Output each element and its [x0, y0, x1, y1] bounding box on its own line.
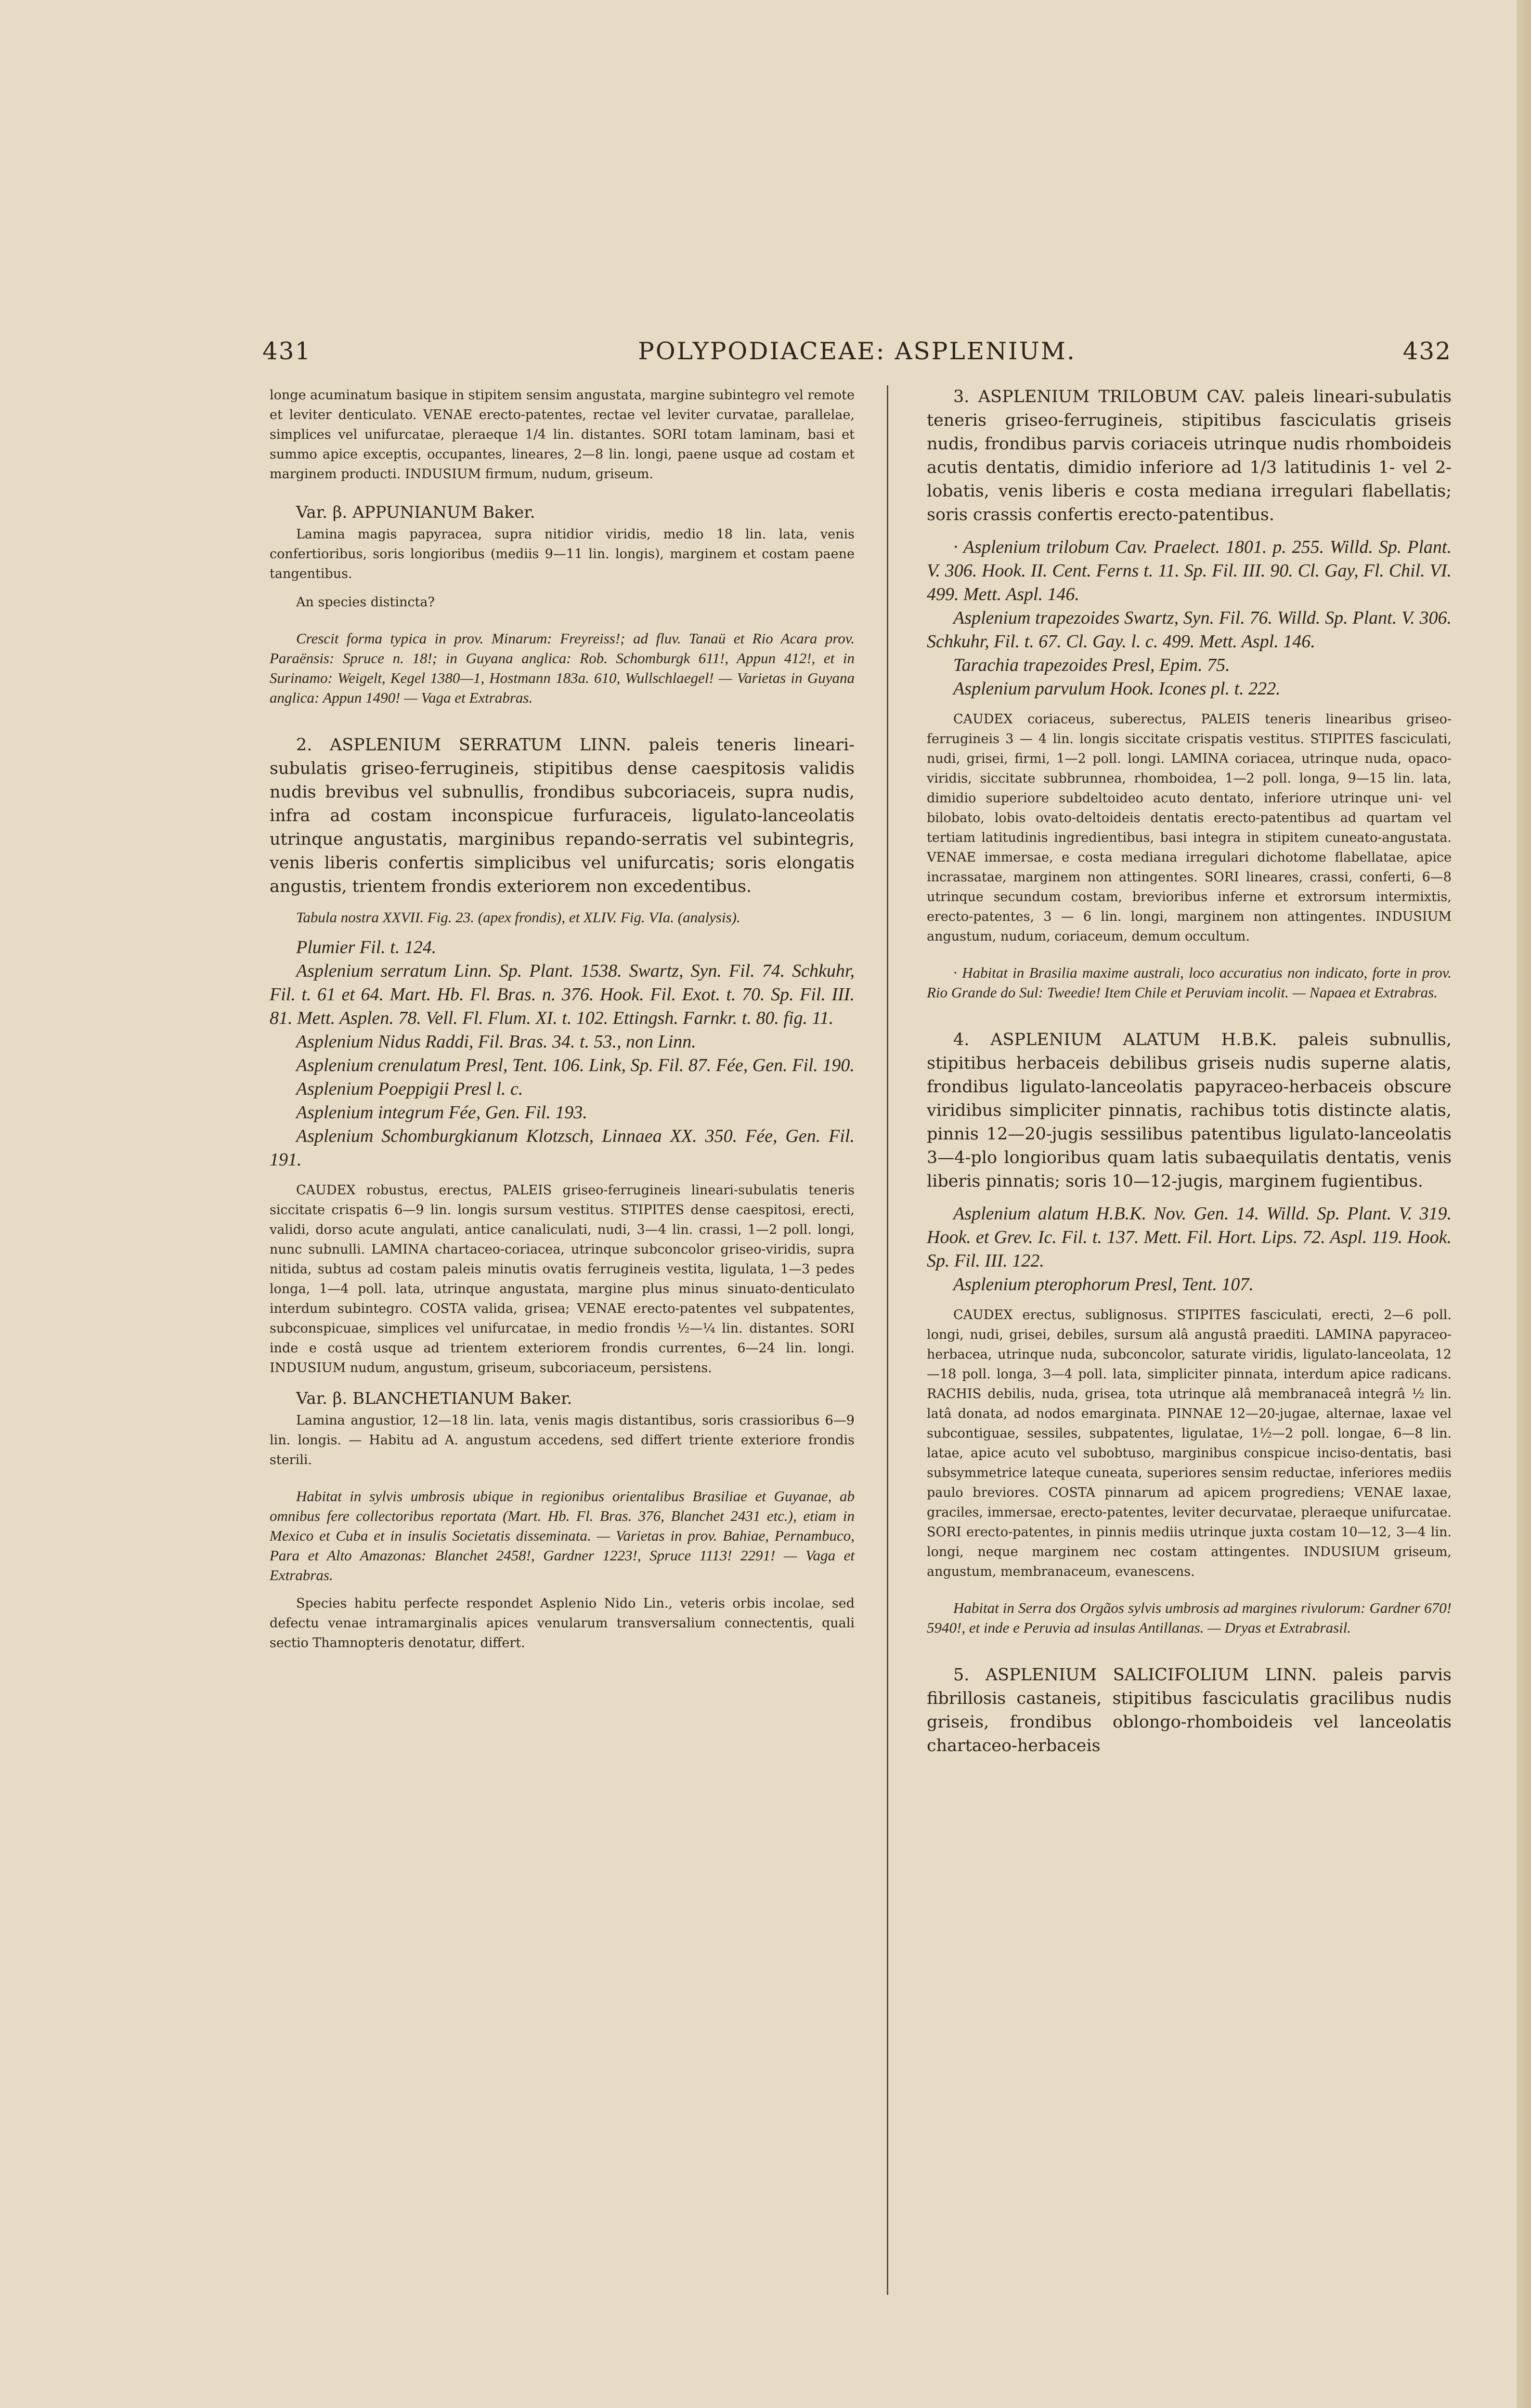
left-column: [270, 385, 855, 1653]
variety-heading: Var. β. BLANCHETIANUM Baker.: [296, 1389, 572, 1408]
species-description: 5. ASPLENIUM SALICIFOLIUM LINN. paleis parvis fibrillosis castaneis, stipitibus fasciculatis gracilibus nudis griseis, frondibus oblongo-rhomboideis vel lanceolatis chartaceo-herbaceis: [927, 1665, 1452, 1755]
citation: Asplenium integrum Fée, Gen. Fil. 193.: [296, 1102, 587, 1123]
citation: Asplenium Nidus Raddi, Fil. Bras. 34. t. 53., non Linn.: [296, 1032, 696, 1052]
habitat-note: Habitat in Serra dos Orgãos sylvis umbrosis ad margines rivulorum: Gardner 670! 5940!, et inde e Peruvia ad insulas Antillanas. — Dryas et Extrabrasil.: [927, 1599, 1452, 1636]
left-page-number: 431: [262, 337, 311, 365]
plate-reference: Tabula nostra XXVII. Fig. 23. (apex frondis), et XLIV. Fig. VIa. (analysis).: [296, 909, 740, 926]
habitat-note: Crescit forma typica in prov. Minarum: Freyreiss!; ad fluv. Tanaü et Rio Acara prov. Paraënsis: Spruce n. 18!; in Guyana anglica: Rob. Schomburgk 611!, Appun 412!, et in Surinamo: Weigelt, Kegel 1380—1, Hostmann 183a. 610, Wullschlaegel! — Varietas in Guyana anglica: Appun 1490! — Vaga et Extrabras.: [270, 630, 855, 706]
citation: Asplenium Poeppigii Presl l. c.: [296, 1079, 523, 1099]
variety-heading: Var. β. APPUNIANUM Baker.: [296, 503, 535, 522]
citation: Asplenium alatum H.B.K. Nov. Gen. 14. Willd. Sp. Plant. V. 319. Hook. et Grev. Ic. Fil. t. 137. Mett. Fil. Hort. Lips. 72. Aspl. 119. Hook. Sp. Fil. III. 122.: [927, 1204, 1452, 1271]
citation: Tarachia trapezoides Presl, Epim. 75.: [953, 655, 1230, 675]
species-description: 2. ASPLENIUM SERRATUM LINN. paleis teneris lineari-subulatis griseo-ferrugineis, stipitibus dense caespitosis validis nudis brevibus vel subnullis, frondibus subcoriaceis, supra nudis, infra ad costam inconspicue furfuraceis, ligulato-lanceolatis utrinque angustatis, marginibus repando-serratis vel subintegris, venis liberis confertis simplicibus vel unifurcatis; soris elongatis angustis, trientem frondis exteriorem non excedentibus.: [270, 735, 855, 896]
citation: Asplenium parvulum Hook. Icones pl. t. 222.: [953, 679, 1281, 699]
species-description: 4. ASPLENIUM ALATUM H.B.K. paleis subnullis, stipitibus herbaceis debilibus griseis nudis superne alatis, frondibus ligulato-lanceolatis papyraceo-herbaceis obscure viridibus simpliciter pinnatis, rachibus totis distincte alatis, pinnis 12—20-jugis sessilibus patentibus ligulato-lanceolatis 3—4-plo longioribus quam latis subaequilatis dentatis, venis liberis pinnatis; soris 10—12-jugis, marginem fugientibus.: [927, 1030, 1452, 1191]
citation: Asplenium serratum Linn. Sp. Plant. 1538. Swartz, Syn. Fil. 74. Schkuhr, Fil. t. 61 et 64. Mart. Hb. Fl. Bras. n. 376. Hook. Fil. Exot. t. 70. Sp. Fil. III. 81. Mett. Asplen. 78. Vell. Fl. Flum. XI. t. 102. Ettingsh. Farnkr. t. 80. fig. 11.: [270, 961, 855, 1028]
citation: Asplenium trapezoides Swartz, Syn. Fil. 76. Willd. Sp. Plant. V. 306. Schkuhr, Fil. t. 67. Cl. Gay. l. c. 499. Mett. Aspl. 146.: [927, 608, 1452, 652]
habitat-note: · Habitat in Brasilia maxime australi, loco accuratius non indicato, forte in prov. Rio Grande do Sul: Tweedie! Item Chile et Peruviam incolit. — Napaea et Extrabras.: [927, 964, 1452, 1001]
paragraph: Lamina magis papyracea, supra nitidior viridis, medio 18 lin. lata, venis confertioribus, soris longioribus (mediis 9—11 lin. longis), marginem et costam paene tangentibus.: [270, 527, 855, 581]
paragraph: CAUDEX coriaceus, suberectus, PALEIS teneris linearibus griseo-ferrugineis 3 — 4 lin. longis siccitate crispatis vestitus. STIPITES fasciculati, nudi, grisei, firmi, 1—2 poll. longi. LAMINA coriacea, utrinque nuda, opaco-viridis, siccitate subbrunnea, rhomboidea, 1—2 poll. longa, 9—15 lin. lata, dimidio superiore subdeltoideo acuto dentato, inferiore utrinque uni- vel bilobato, lobis ovato-deltoideis dentatis erecto-patentibus ad quartam vel tertiam latitudinis ingredientibus, basi integra in stipitem cuneato-angustata. VENAE immersae, e costa mediana irregulari dichotome flabellatae, apice incrassatae, marginem non attingentes. SORI lineares, crassi, conferti, 6—8 utrinque secundum costam, brevioribus inferne et extrorsum intermixtis, erecto-patentes, 3 — 6 lin. longi, marginem non attingentes. INDUSIUM angustum, nudum, coriaceum, demum occultum.: [927, 712, 1452, 944]
habitat-note: Habitat in sylvis umbrosis ubique in regionibus orientalibus Brasiliae et Guyanae, ab omnibus fere collectoribus reportata (Mart. Hb. Fl. Bras. 376, Blanchet 2431 etc.), etiam in Mexico et Cuba et in insulis Societatis disseminata. — Varietas in prov. Bahiae, Pernambuco, Para et Alto Amazonas: Blanchet 2458!, Gardner 1223!, Spruce 1113! 2291! — Vaga et Extrabras.: [270, 1488, 855, 1584]
running-title: POLYPODIACEAE: ASPLENIUM.: [638, 337, 1076, 365]
page-header: [262, 337, 1452, 371]
citation: Asplenium pterophorum Presl, Tent. 107.: [953, 1274, 1254, 1295]
species-description: 3. ASPLENIUM TRILOBUM CAV. paleis lineari-subulatis teneris griseo-ferrugineis, stipitibus fasciculatis griseis nudis, frondibus parvis coriaceis utrinque nudis rhomboideis acutis dentatis, dimidio inferiore ad 1/3 latitudinis 1- vel 2-lobatis, venis liberis e costa mediana irregulari flabellatis; soris crassis confertis erecto-patentibus.: [927, 387, 1452, 524]
citation: · Asplenium trilobum Cav. Praelect. 1801. p. 255. Willd. Sp. Plant. V. 306. Hook. II. Cent. Ferns t. 11. Sp. Fil. III. 90. Cl. Gay, Fl. Chil. VI. 499. Mett. Aspl. 146.: [927, 537, 1452, 604]
page-edge: [1517, 0, 1531, 2408]
paragraph: longe acuminatum basique in stipitem sensim angustata, margine subintegro vel remote et leviter denticulato. VENAE erecto-patentes, rectae vel leviter curvatae, parallelae, simplices vel unifurcatae, pleraeque 1/4 lin. distantes. SORI totam laminam, basi et summo apice exceptis, occupantes, lineares, 2—8 lin. longi, paene usque ad costam et marginem producti. INDUSIUM firmum, nudum, griseum.: [270, 388, 855, 482]
paragraph: CAUDEX erectus, sublignosus. STIPITES fasciculati, erecti, 2—6 poll. longi, nudi, grisei, debiles, sursum alâ angustâ praediti. LAMINA papyraceo-herbacea, utrinque nuda, subconcolor, saturate viridis, ligulato-lanceolata, 12—18 poll. longa, 3—4 poll. lata, simpliciter pinnata, interdum apice radicans. RACHIS debilis, nuda, grisea, tota utrinque alâ membranaceâ integrâ ½ lin. latâ donata, ad nodos emarginata. PINNAE 12—20-jugae, alternae, laxae vel subcontiguae, sessiles, subpatentes, ligulatae, 1½—2 poll. longae, 6—8 lin. latae, apice acuto vel subobtuso, marginibus conspicue inciso-dentatis, basi subsymmetrice lateque cuneata, superiores sensim reductae, inferiores mediis paulo breviores. COSTA pinnarum ad apicem progrediens; VENAE laxae, graciles, immersae, erecto-patentes, leviter decurvatae, pleraeque unifurcatae. SORI erecto-patentes, in pinnis mediis utrinque juxta costam 10—12, 3—4 lin. longi, neque marginem nec costam attingentes. INDUSIUM griseum, angustum, membranaceum, evanescens.: [927, 1308, 1452, 1579]
column-divider: [887, 385, 888, 2295]
right-column: [927, 385, 1452, 1758]
right-page-number: 432: [1402, 337, 1452, 365]
paragraph: CAUDEX robustus, erectus, PALEIS griseo-ferrugineis lineari-subulatis teneris siccitate crispatis 6—9 lin. longis sursum vestitus. STIPITES dense caespitosi, erecti, validi, dorso acute angulati, antice canaliculati, nudi, 3—4 lin. crassi, 1—2 poll. longi, nunc subnulli. LAMINA chartaceo-coriacea, utrinque subconcolor griseo-viridis, supra nitida, subtus ad costam paleis minutis ovatis ferrugineis vestita, ligulata, 1—3 pedes longa, 1—4 poll. lata, utrinque angustata, margine plus minus sinuato-denticulato interdum subintegro. COSTA valida, grisea; VENAE erecto-patentes vel subpatentes, subconspicuae, simplices vel unifurcatae, in medio frondis ½—¼ lin. distantes. SORI inde e costâ usque ad trientem exteriorem frondis currentes, 6—24 lin. longi. INDUSIUM nudum, angustum, griseum, subcoriaceum, persistens.: [270, 1183, 855, 1375]
paragraph: Lamina angustior, 12—18 lin. lata, venis magis distantibus, soris crassioribus 6—9 lin. longis. — Habitu ad A. angustum accedens, sed differt triente exteriore frondis sterili.: [270, 1413, 855, 1467]
citation: Asplenium Schomburgkianum Klotzsch, Linnaea XX. 350. Fée, Gen. Fil. 191.: [270, 1126, 855, 1170]
citation: Asplenium crenulatum Presl, Tent. 106. Link, Sp. Fil. 87. Fée, Gen. Fil. 190.: [296, 1055, 855, 1075]
paragraph: An species distincta?: [296, 595, 435, 610]
paragraph: Species habitu perfecte respondet Asplenio Nido Lin., veteris orbis incolae, sed defectu venae intramarginalis apices venularum transversalium connectentis, quali sectio Thamnopteris denotatur, differt.: [270, 1596, 855, 1650]
citation: Plumier Fil. t. 124.: [296, 937, 437, 957]
